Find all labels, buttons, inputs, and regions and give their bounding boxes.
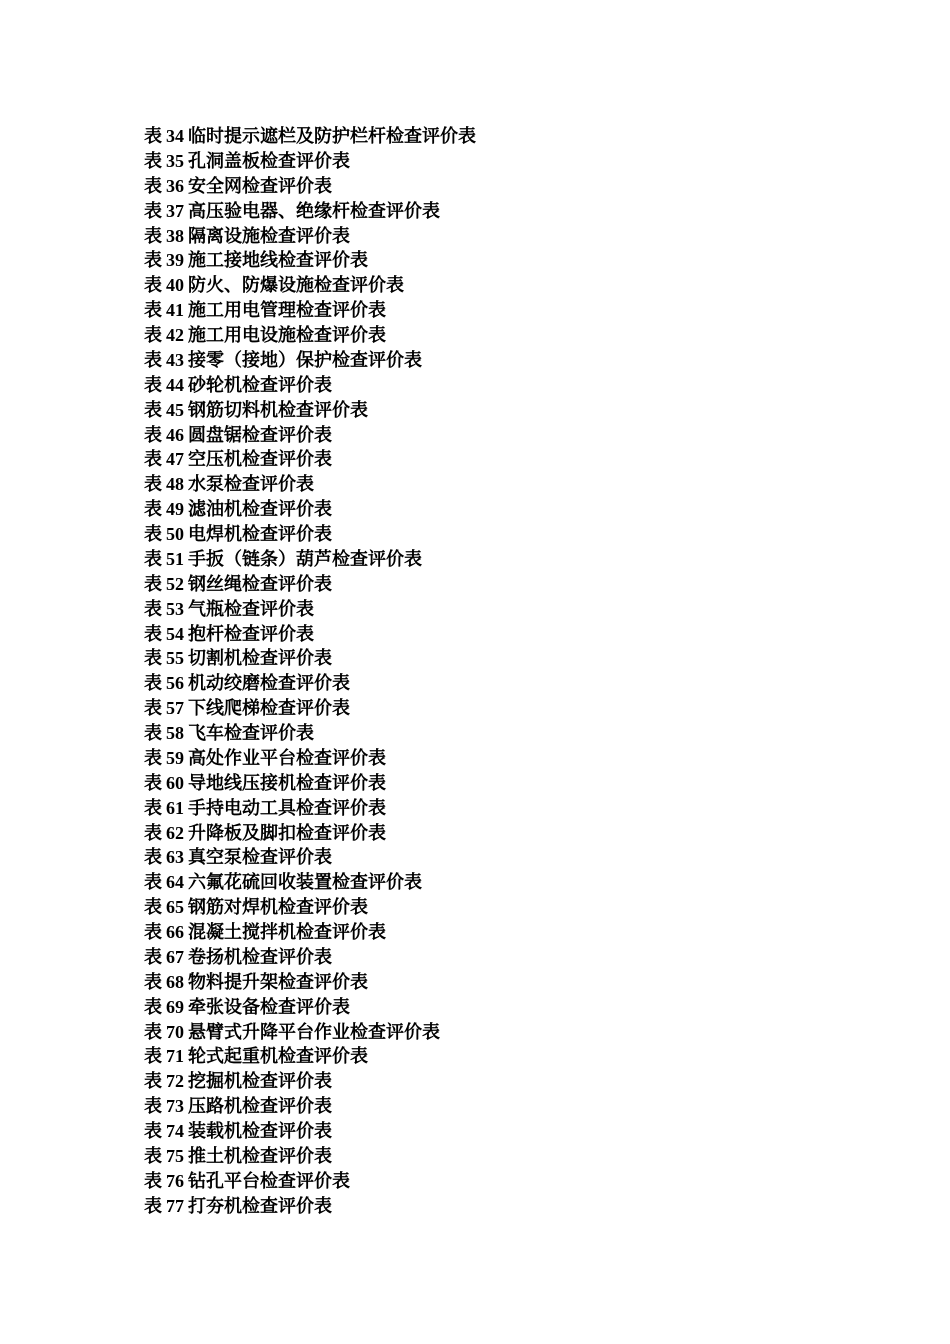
table-title: 施工用电管理检查评价表 xyxy=(188,300,386,322)
table-number: 63 xyxy=(166,847,184,868)
list-item xyxy=(144,348,476,373)
table-prefix: 表 xyxy=(144,325,162,345)
table-title: 电焊机检查评价表 xyxy=(188,524,332,545)
table-number: 39 xyxy=(166,250,184,271)
table-number: 37 xyxy=(166,200,184,221)
list-item xyxy=(144,398,476,423)
table-title: 钢筋切料机检查评价表 xyxy=(188,399,368,421)
table-number: 58 xyxy=(166,723,184,743)
table-prefix: 表 xyxy=(144,623,162,644)
list-item xyxy=(144,298,476,323)
table-number: 69 xyxy=(166,996,184,1017)
table-title: 气瓶检查评价表 xyxy=(188,598,314,620)
list-item xyxy=(144,1144,476,1169)
list-item xyxy=(144,696,476,721)
table-title: 升降板及脚扣检查评价表 xyxy=(188,822,386,844)
table-prefix: 表 xyxy=(144,1170,162,1191)
list-item xyxy=(144,1044,476,1069)
table-title: 砂轮机检查评价表 xyxy=(188,374,332,396)
table-prefix: 表 xyxy=(144,200,162,221)
table-number: 71 xyxy=(166,1046,184,1067)
table-title: 飞车检查评价表 xyxy=(188,723,314,744)
list-item xyxy=(144,646,476,671)
table-prefix: 表 xyxy=(144,150,162,171)
table-prefix: 表 xyxy=(144,1021,162,1042)
list-item xyxy=(144,870,476,895)
table-title: 下线爬梯检查评价表 xyxy=(188,698,350,720)
table-number: 55 xyxy=(166,648,184,669)
list-item xyxy=(144,895,476,920)
table-number: 44 xyxy=(166,374,184,395)
list-item xyxy=(144,323,476,348)
table-number: 41 xyxy=(166,300,184,321)
table-prefix: 表 xyxy=(144,1145,162,1166)
table-number: 76 xyxy=(166,1170,184,1191)
table-title: 水泵检查评价表 xyxy=(188,474,314,496)
list-item xyxy=(144,224,476,249)
table-number: 52 xyxy=(166,573,184,594)
list-item xyxy=(144,472,476,497)
table-title: 高压验电器、绝缘杆检查评价表 xyxy=(188,200,440,222)
table-prefix: 表 xyxy=(144,250,162,271)
list-item xyxy=(144,547,476,572)
list-item xyxy=(144,597,476,622)
list-item xyxy=(144,821,476,846)
table-prefix: 表 xyxy=(144,1121,162,1141)
table-prefix: 表 xyxy=(144,1195,162,1216)
list-item xyxy=(144,149,476,174)
table-number: 74 xyxy=(166,1121,184,1141)
table-title: 施工接地线检查评价表 xyxy=(188,250,368,272)
table-title: 推土机检查评价表 xyxy=(188,1145,332,1167)
table-number: 45 xyxy=(166,399,184,420)
table-number: 57 xyxy=(166,698,184,719)
table-title: 压路机检查评价表 xyxy=(188,1096,332,1118)
table-prefix: 表 xyxy=(144,449,162,470)
table-number: 73 xyxy=(166,1096,184,1117)
table-number: 53 xyxy=(166,598,184,619)
list-item xyxy=(144,497,476,522)
table-number: 49 xyxy=(166,499,184,520)
list-item xyxy=(144,423,476,448)
table-title: 安全网检查评价表 xyxy=(188,175,332,197)
table-number: 67 xyxy=(166,946,184,967)
table-title: 隔离设施检查评价表 xyxy=(188,225,350,247)
table-title: 装载机检查评价表 xyxy=(188,1121,332,1142)
table-number: 64 xyxy=(166,872,184,893)
table-title: 六氟花硫回收装置检查评价表 xyxy=(188,872,422,894)
table-number: 46 xyxy=(166,424,184,445)
table-prefix: 表 xyxy=(144,225,162,246)
table-prefix: 表 xyxy=(144,922,162,942)
table-title: 牵张设备检查评价表 xyxy=(188,996,350,1018)
table-title: 高处作业平台检查评价表 xyxy=(188,747,386,769)
table-title: 挖掘机检查评价表 xyxy=(188,1071,332,1093)
table-number: 36 xyxy=(166,175,184,196)
table-prefix: 表 xyxy=(144,573,162,594)
table-number: 56 xyxy=(166,673,184,694)
table-number: 43 xyxy=(166,349,184,370)
table-number: 42 xyxy=(166,325,184,345)
table-number: 47 xyxy=(166,449,184,470)
table-prefix: 表 xyxy=(144,747,162,768)
table-prefix: 表 xyxy=(144,797,162,818)
table-number: 77 xyxy=(166,1195,184,1216)
table-number: 59 xyxy=(166,747,184,768)
table-prefix: 表 xyxy=(144,1071,162,1092)
list-item xyxy=(144,746,476,771)
table-prefix: 表 xyxy=(144,996,162,1017)
table-title: 真空泵检查评价表 xyxy=(188,847,332,869)
table-prefix: 表 xyxy=(144,374,162,395)
table-prefix: 表 xyxy=(144,126,162,146)
list-item xyxy=(144,124,476,149)
list-item xyxy=(144,671,476,696)
table-prefix: 表 xyxy=(144,847,162,868)
list-item xyxy=(144,945,476,970)
table-title: 钢丝绳检查评价表 xyxy=(188,573,332,595)
table-number: 34 xyxy=(166,126,184,146)
list-item xyxy=(144,522,476,547)
table-prefix: 表 xyxy=(144,971,162,992)
table-prefix: 表 xyxy=(144,648,162,669)
list-item xyxy=(144,995,476,1020)
list-item xyxy=(144,721,476,746)
table-title: 悬臂式升降平台作业检查评价表 xyxy=(188,1021,440,1043)
table-title: 手扳（链条）葫芦检查评价表 xyxy=(188,548,422,570)
table-title: 临时提示遮栏及防护栏杆检查评价表 xyxy=(188,126,476,147)
list-item xyxy=(144,1020,476,1045)
table-title: 孔洞盖板检查评价表 xyxy=(188,150,350,172)
table-number: 61 xyxy=(166,797,184,818)
table-prefix: 表 xyxy=(144,474,162,495)
table-prefix: 表 xyxy=(144,772,162,793)
list-item xyxy=(144,373,476,398)
table-title: 打夯机检查评价表 xyxy=(188,1195,332,1217)
table-title: 机动绞磨检查评价表 xyxy=(188,673,350,695)
list-item xyxy=(144,1119,476,1144)
list-item xyxy=(144,771,476,796)
list-item xyxy=(144,970,476,995)
table-title: 接零（接地）保护检查评价表 xyxy=(188,349,422,371)
list-item xyxy=(144,447,476,472)
table-prefix: 表 xyxy=(144,399,162,420)
table-prefix: 表 xyxy=(144,872,162,893)
table-prefix: 表 xyxy=(144,897,162,918)
table-number: 60 xyxy=(166,772,184,793)
table-title: 滤油机检查评价表 xyxy=(188,499,332,521)
list-item xyxy=(144,1194,476,1219)
table-prefix: 表 xyxy=(144,548,162,569)
table-prefix: 表 xyxy=(144,598,162,619)
table-number: 38 xyxy=(166,225,184,246)
list-item xyxy=(144,174,476,199)
table-prefix: 表 xyxy=(144,424,162,445)
table-title: 圆盘锯检查评价表 xyxy=(188,424,332,446)
table-number: 66 xyxy=(166,922,184,942)
table-prefix: 表 xyxy=(144,300,162,321)
table-title: 物料提升架检查评价表 xyxy=(188,971,368,993)
table-number: 40 xyxy=(166,275,184,296)
table-title: 卷扬机检查评价表 xyxy=(188,946,332,968)
list-item xyxy=(144,1169,476,1194)
table-title: 钻孔平台检查评价表 xyxy=(188,1170,350,1192)
table-number: 75 xyxy=(166,1145,184,1166)
list-item xyxy=(144,1069,476,1094)
table-prefix: 表 xyxy=(144,1096,162,1117)
table-prefix: 表 xyxy=(144,499,162,520)
table-prefix: 表 xyxy=(144,524,162,544)
table-number: 65 xyxy=(166,897,184,918)
table-title: 钢筋对焊机检查评价表 xyxy=(188,897,368,919)
table-title: 轮式起重机检查评价表 xyxy=(188,1046,368,1068)
table-number: 48 xyxy=(166,474,184,495)
table-title: 手持电动工具检查评价表 xyxy=(188,797,386,819)
table-title: 切割机检查评价表 xyxy=(188,648,332,670)
table-prefix: 表 xyxy=(144,175,162,196)
table-number: 35 xyxy=(166,150,184,171)
table-prefix: 表 xyxy=(144,673,162,694)
list-item xyxy=(144,248,476,273)
table-title: 导地线压接机检查评价表 xyxy=(188,772,386,794)
list-item xyxy=(144,1094,476,1119)
list-item xyxy=(144,199,476,224)
table-prefix: 表 xyxy=(144,822,162,843)
table-title: 施工用电设施检查评价表 xyxy=(188,325,386,346)
table-number: 70 xyxy=(166,1021,184,1042)
table-number: 54 xyxy=(166,623,184,644)
table-number: 62 xyxy=(166,822,184,843)
table-title: 防火、防爆设施检查评价表 xyxy=(188,275,404,297)
list-item xyxy=(144,920,476,945)
table-number: 51 xyxy=(166,548,184,569)
list-item xyxy=(144,572,476,597)
table-prefix: 表 xyxy=(144,723,162,743)
table-title: 抱杆检查评价表 xyxy=(188,623,314,645)
table-number: 68 xyxy=(166,971,184,992)
list-item xyxy=(144,273,476,298)
table-number: 72 xyxy=(166,1071,184,1092)
table-title: 空压机检查评价表 xyxy=(188,449,332,471)
list-item xyxy=(144,796,476,821)
table-prefix: 表 xyxy=(144,698,162,719)
list-item xyxy=(144,845,476,870)
list-item xyxy=(144,622,476,647)
table-prefix: 表 xyxy=(144,349,162,370)
table-index-list xyxy=(144,124,476,1219)
table-title: 混凝土搅拌机检查评价表 xyxy=(188,922,386,943)
table-number: 50 xyxy=(166,524,184,544)
table-prefix: 表 xyxy=(144,946,162,967)
table-prefix: 表 xyxy=(144,275,162,296)
table-prefix: 表 xyxy=(144,1046,162,1067)
